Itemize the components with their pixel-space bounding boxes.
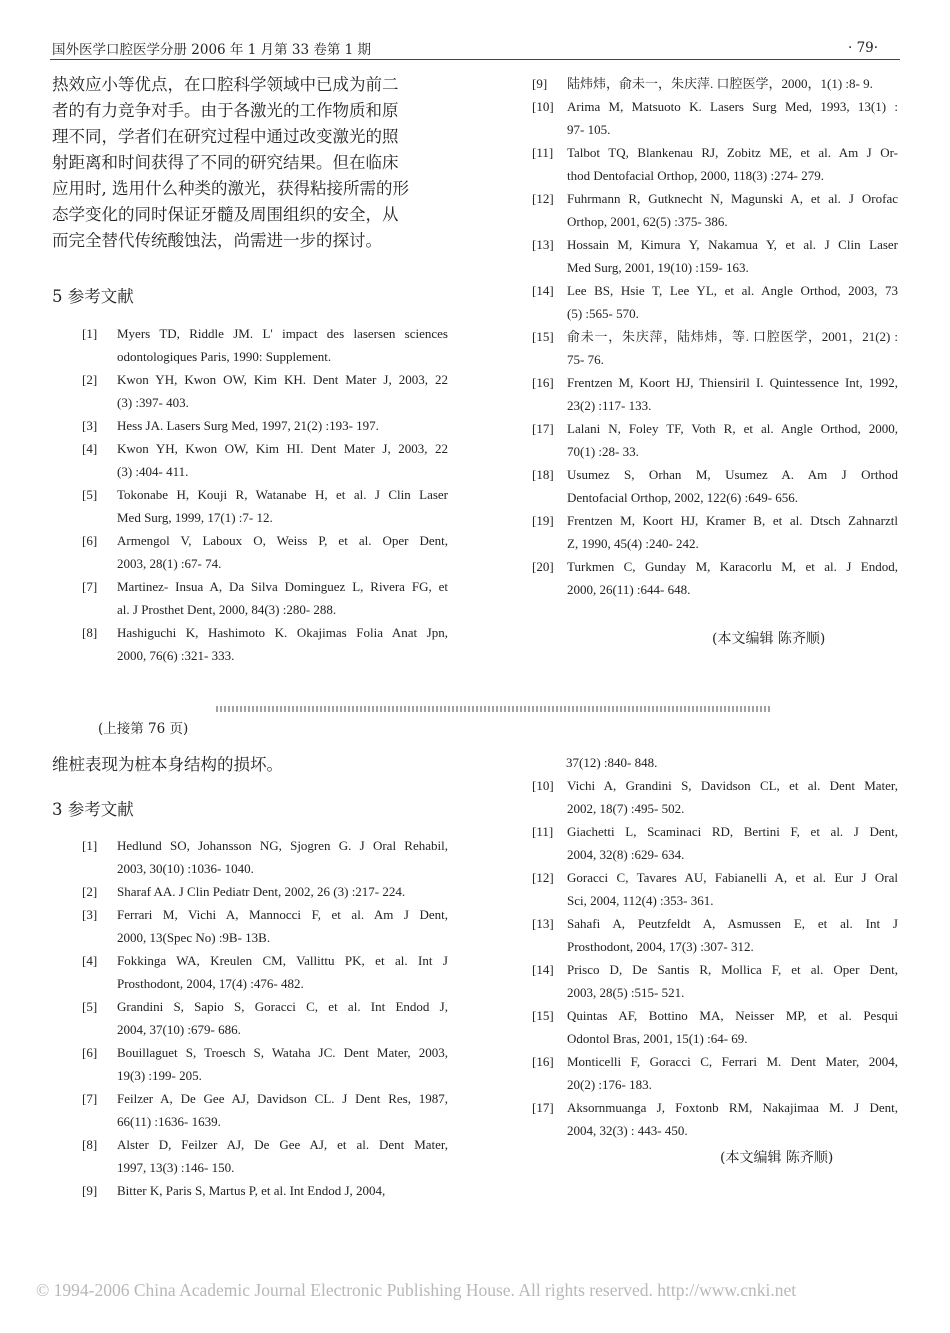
paragraph-line: 理不同，学者们在研究过程中通过改变激光的照 <box>52 127 399 146</box>
reference-number: [2] <box>82 372 98 387</box>
reference-text <box>567 279 898 325</box>
reference-line: Sci, 2004, 112(4) :353- 361. <box>567 893 714 908</box>
reference-line: 俞未一，朱庆萍，陆炜炜，等. 口腔医学，2001，21(2) : <box>567 329 898 344</box>
reference-line: Hess JA. Lasers Surg Med, 1997, 21(2) :193- 197. <box>117 418 379 433</box>
reference-line: Kwon YH, Kwon OW, Kim HI. Dent Mater J, 2003, 22 <box>117 441 448 456</box>
reference-text <box>117 575 448 621</box>
reference-line: Frentzen M, Koort HJ, Kramer B, et al. Dtsch Zahnarztl <box>567 513 898 528</box>
reference-text <box>117 437 448 483</box>
page-number: · 79· <box>848 40 879 56</box>
reference-text <box>117 995 448 1041</box>
reference-number: [9] <box>82 1183 98 1198</box>
reference-line: Monticelli F, Goracci C, Ferrari M. Dent Mater, 2004, <box>567 1054 898 1069</box>
reference-number: [15] <box>532 329 554 344</box>
reference-text <box>117 621 448 667</box>
reference-number: [2] <box>82 884 98 899</box>
reference-line: Alster D, Feilzer AJ, De Gee AJ, et al. Dent Mater, <box>117 1137 448 1152</box>
reference-line: 1997, 13(3) :146- 150. <box>117 1160 235 1175</box>
reference-line: Arima M, Matsuoto K. Lasers Surg Med, 1993, 13(1) : <box>567 99 898 114</box>
reference-line: 2000, 13(Spec No) :9B- 13B. <box>117 930 271 945</box>
reference-line: Vichi A, Grandini S, Davidson CL, et al. Dent Mater, <box>567 778 898 793</box>
reference-text <box>567 866 898 912</box>
reference-text <box>567 417 898 463</box>
reference-line: Orthop, 2001, 62(5) :375- 386. <box>567 214 728 229</box>
reference-number: [12] <box>532 870 554 885</box>
reference-text <box>567 95 898 141</box>
reference-text <box>117 949 448 995</box>
reference-text <box>117 483 448 529</box>
reference-line: Sahafi A, Peutzfeldt A, Asmussen E, et al. Int J <box>567 916 898 931</box>
reference-text <box>567 555 898 601</box>
reference-line: 2003, 28(5) :515- 521. <box>567 985 685 1000</box>
reference-text <box>567 509 898 555</box>
reference-text <box>567 1050 898 1096</box>
reference-line: (3) :404- 411. <box>117 464 189 479</box>
reference-line: Aksornmuanga J, Foxtonb RM, Nakajimaa M. J Dent, <box>567 1100 898 1115</box>
reference-number: [16] <box>532 375 554 390</box>
reference-line: 2000, 26(11) :644- 648. <box>567 582 691 597</box>
reference-number: [10] <box>532 778 554 793</box>
reference-number: [8] <box>82 1137 98 1152</box>
reference-number: [11] <box>532 824 554 839</box>
reference-number: [19] <box>532 513 554 528</box>
reference-line: 2004, 32(8) :629- 634. <box>567 847 685 862</box>
reference-number: [4] <box>82 953 98 968</box>
reference-line: Lee BS, Hsie T, Lee YL, et al. Angle Orthod, 2003, 73 <box>567 283 898 298</box>
reference-line: Bitter K, Paris S, Martus P, et al. Int Endod J, 2004, <box>117 1183 386 1198</box>
reference-line: Bouillaguet S, Troesch S, Wataha JC. Dent Mater, 2003, <box>117 1045 448 1060</box>
reference-line: Talbot TQ, Blankenau RJ, Zobitz ME, et al. Am J Or- <box>567 145 898 160</box>
reference-line: 2004, 37(10) :679- 686. <box>117 1022 241 1037</box>
reference-text <box>117 1133 448 1179</box>
reference-line: Grandini S, Sapio S, Goracci C, et al. Int Endod J, <box>117 999 448 1014</box>
reference-text <box>117 1087 448 1133</box>
reference-number: [6] <box>82 533 98 548</box>
reference-line: Ferrari M, Vichi A, Mannocci F, et al. Am J Dent, <box>117 907 448 922</box>
reference-line: Myers TD, Riddle JM. L' impact des lasersen sciences <box>117 326 448 341</box>
reference-line: 23(2) :117- 133. <box>567 398 652 413</box>
reference-line: Turkmen C, Gunday M, Karacorlu M, et al. J Endod, <box>567 559 898 574</box>
paragraph-line: 者的有力竞争对手。由于各激光的工作物质和原 <box>52 101 399 120</box>
reference-text <box>567 1004 898 1050</box>
reference-line: 2004, 32(3) : 443- 450. <box>567 1123 688 1138</box>
reference-line: thod Dentofacial Orthop, 2000, 118(3) :274- 279. <box>567 168 824 183</box>
reference-text <box>117 903 448 949</box>
reference-number: [5] <box>82 999 98 1014</box>
reference-number: [12] <box>532 191 554 206</box>
reference-line: (3) :397- 403. <box>117 395 189 410</box>
body-paragraph-bottom: 维桩表现为桩本身结构的损坏。 <box>52 755 283 774</box>
reference-line: 97- 105. <box>567 122 611 137</box>
editor-credit: (本文编辑 陈齐顺) <box>712 631 826 647</box>
reference-line: Goracci C, Tavares AU, Fabianelli A, et al. Eur J Oral <box>567 870 898 885</box>
wavy-separator <box>216 706 771 712</box>
reference-line: odontologiques Paris, 1990: Supplement. <box>117 349 332 364</box>
reference-number: [15] <box>532 1008 554 1023</box>
reference-text <box>567 233 898 279</box>
reference-line: 2000, 76(6) :321- 333. <box>117 648 235 663</box>
reference-text <box>567 325 898 371</box>
reference-line: Martinez- Insua A, Da Silva Dominguez L, Rivera FG, et <box>117 579 448 594</box>
section-heading-references-2: 3 参考文献 <box>52 800 134 819</box>
reference-text <box>567 1096 898 1142</box>
reference-line: Armengol V, Laboux O, Weiss P, et al. Oper Dent, <box>117 533 448 548</box>
header-rule <box>50 59 900 60</box>
reference-number: [10] <box>532 99 554 114</box>
reference-line: Frentzen M, Koort HJ, Thiensiril I. Quintessence Int, 1992, <box>567 375 898 390</box>
reference-line: 20(2) :176- 183. <box>567 1077 652 1092</box>
reference-line: Hashiguchi K, Hashimoto K. Okajimas Folia Anat Jpn, <box>117 625 448 640</box>
reference-line: Prisco D, De Santis R, Mollica F, et al. Oper Dent, <box>567 962 898 977</box>
reference-number: [14] <box>532 962 554 977</box>
reference-line: Giachetti L, Scaminaci RD, Bertini F, et al. J Dent, <box>567 824 898 839</box>
copyright-footer: © 1994-2006 China Academic Journal Electronic Publishing House. All rights reserved. http://www.cnki.net <box>36 1280 797 1300</box>
reference-text <box>567 820 898 866</box>
reference-number: [14] <box>532 283 554 298</box>
reference-number: [17] <box>532 421 554 436</box>
reference-line: (5) :565- 570. <box>567 306 639 321</box>
paragraph-line: 而完全替代传统酸蚀法，尚需进一步的探讨。 <box>52 231 382 250</box>
reference-number: [3] <box>82 907 98 922</box>
reference-text <box>567 187 898 233</box>
reference-number: [16] <box>532 1054 554 1069</box>
reference-text <box>117 1041 448 1087</box>
reference-line: Sharaf AA. J Clin Pediatr Dent, 2002, 26 (3) :217- 224. <box>117 884 406 899</box>
reference-number: [18] <box>532 467 554 482</box>
reference-number: [20] <box>532 559 554 574</box>
reference-number: [1] <box>82 838 98 853</box>
reference-continuation: 37(12) :840- 848. <box>566 755 658 770</box>
reference-number: [3] <box>82 418 98 433</box>
reference-line: Prosthodont, 2004, 17(4) :476- 482. <box>117 976 304 991</box>
reference-number: [4] <box>82 441 98 456</box>
reference-line: 19(3) :199- 205. <box>117 1068 202 1083</box>
reference-text <box>117 880 448 903</box>
reference-line: Odontol Bras, 2001, 15(1) :64- 69. <box>567 1031 748 1046</box>
reference-line: Med Surg, 1999, 17(1) :7- 12. <box>117 510 273 525</box>
reference-line: 70(1) :28- 33. <box>567 444 639 459</box>
reference-line: Hedlund SO, Johansson NG, Sjogren G. J Oral Rehabil, <box>117 838 448 853</box>
paragraph-line: 射距离和时间获得了不同的研究结果。但在临床 <box>52 153 399 172</box>
reference-line: 75- 76. <box>567 352 604 367</box>
reference-text <box>567 774 898 820</box>
reference-text <box>117 368 448 414</box>
reference-number: [1] <box>82 326 98 341</box>
reference-text <box>117 834 448 880</box>
paragraph-line: 热效应小等优点，在口腔科学领域中已成为前二 <box>52 75 399 94</box>
reference-line: Med Surg, 2001, 19(10) :159- 163. <box>567 260 749 275</box>
reference-line: Fokkinga WA, Kreulen CM, Vallittu PK, et al. Int J <box>117 953 448 968</box>
reference-text <box>567 958 898 1004</box>
reference-line: 66(11) :1636- 1639. <box>117 1114 221 1129</box>
reference-number: [17] <box>532 1100 554 1115</box>
reference-line: Dentofacial Orthop, 2002, 122(6) :649- 656. <box>567 490 799 505</box>
reference-line: Kwon YH, Kwon OW, Kim KH. Dent Mater J, 2003, 22 <box>117 372 448 387</box>
reference-number: [7] <box>82 579 98 594</box>
reference-number: [7] <box>82 1091 98 1106</box>
reference-line: Hossain M, Kimura Y, Nakamua Y, et al. J Clin Laser <box>567 237 898 252</box>
reference-line: 2003, 28(1) :67- 74. <box>117 556 222 571</box>
reference-text <box>567 72 898 95</box>
reference-number: [13] <box>532 237 554 252</box>
reference-line: 2002, 18(7) :495- 502. <box>567 801 685 816</box>
reference-number: [5] <box>82 487 98 502</box>
reference-number: [6] <box>82 1045 98 1060</box>
reference-text <box>117 1179 448 1202</box>
reference-line: Quintas AF, Bottino MA, Neisser MP, et al. Pesqui <box>567 1008 898 1023</box>
reference-line: Feilzer A, De Gee AJ, Davidson CL. J Dent Res, 1987, <box>117 1091 448 1106</box>
reference-text <box>117 322 448 368</box>
section-heading-references: 5 参考文献 <box>52 287 134 306</box>
reference-line: 陆炜炜，俞未一，朱庆萍. 口腔医学，2000，1(1) :8- 9. <box>567 76 873 91</box>
reference-line: Prosthodont, 2004, 17(3) :307- 312. <box>567 939 754 954</box>
reference-line: Fuhrmann R, Gutknecht N, Magunski A, et al. J Orofac <box>567 191 898 206</box>
reference-line: 2003, 30(10) :1036- 1040. <box>117 861 254 876</box>
reference-line: Lalani N, Foley TF, Voth R, et al. Angle Orthod, 2000, <box>567 421 898 436</box>
continued-from-note: (上接第 76 页) <box>98 721 189 737</box>
reference-line: al. J Prosthet Dent, 2000, 84(3) :280- 288. <box>117 602 337 617</box>
reference-number: [9] <box>532 76 548 91</box>
reference-text <box>117 414 448 437</box>
paragraph-line: 态学变化的同时保证牙髓及周围组织的安全，从 <box>52 205 399 224</box>
reference-line: Z, 1990, 45(4) :240- 242. <box>567 536 699 551</box>
reference-text <box>567 912 898 958</box>
reference-line: Tokonabe H, Kouji R, Watanabe H, et al. J Clin Laser <box>117 487 448 502</box>
reference-number: [11] <box>532 145 554 160</box>
paragraph-line: 应用时, 选用什么种类的激光，获得粘接所需的形 <box>52 179 409 198</box>
editor-credit-2: (本文编辑 陈齐顺) <box>720 1150 834 1166</box>
reference-text <box>567 371 898 417</box>
reference-text <box>567 141 898 187</box>
reference-number: [13] <box>532 916 554 931</box>
journal-header: 国外医学口腔医学分册 2006 年 1 月第 33 卷第 1 期 <box>52 42 372 58</box>
body-paragraph-top <box>52 72 448 254</box>
reference-text <box>117 529 448 575</box>
reference-text <box>567 463 898 509</box>
reference-line: Usumez S, Orhan M, Usumez A. Am J Orthod <box>567 467 898 482</box>
reference-number: [8] <box>82 625 98 640</box>
